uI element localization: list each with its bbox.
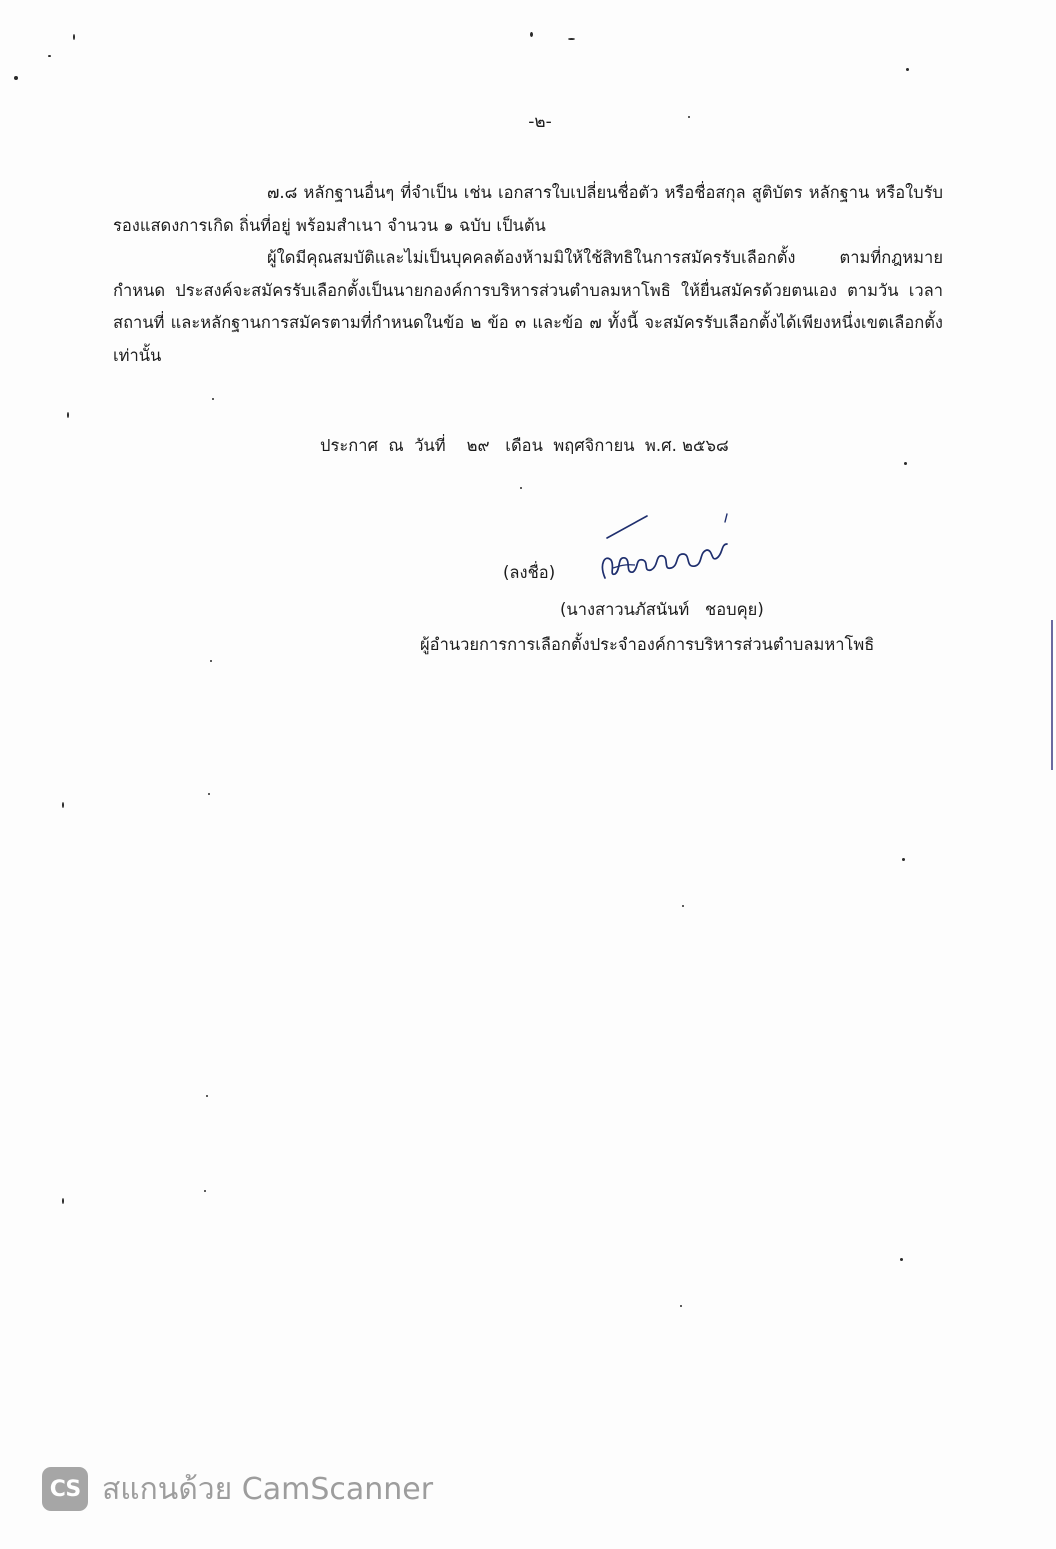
scan-speck [14,76,18,80]
scan-speck [208,793,210,795]
paragraph-eligibility: ผู้ใดมีคุณสมบัติและไม่เป็นบุคคลต้องห้ามมิให้ใช้สิทธิในการสมัครรับเลือกตั้ง ตามที่กฎหมายกำหนด ประสงค์จะสมัครรับเลือกตั้งเป็นนายกองค์การบริหารส่วนตำบลมหาโพธิ ให้ยื่นสมัครด้วยตนเอง ตามวัน เวลา สถานที่ และหลักฐานการสมัครตามที่กำหนดในข้อ ๒ ข้อ ๓ และข้อ ๗ ทั้งนี้ จะสมัครรับเลือกตั้งได้เพียงหนึ่งเขตเลือกตั้งเท่านั้น [113,248,943,365]
scan-speck [73,34,75,40]
camscanner-logo-icon: CS [42,1467,88,1511]
scan-speck [48,55,51,57]
signer-name: (นางสาวนภัสนันท์ ชอบคุย) [560,600,764,619]
scan-speck [206,1095,208,1097]
scan-speck [688,116,690,118]
camscanner-watermark [42,1466,433,1512]
scan-speck [568,38,575,40]
scan-speck [902,858,905,861]
scan-speck [212,398,214,400]
scan-speck [906,68,909,71]
scan-speck [1051,620,1053,770]
scan-speck [204,1190,206,1192]
handwritten-signature-icon [595,508,745,598]
scan-speck [520,487,522,489]
signature-label: (ลงชื่อ) [503,563,556,582]
scan-speck [680,1305,682,1307]
scan-speck [62,1198,64,1204]
signer-title: ผู้อำนวยการการเลือกตั้งประจำองค์การบริหารส่วนตำบลมหาโพธิ [420,635,875,654]
scan-speck [62,802,64,808]
scan-speck [904,462,907,465]
watermark-text: สแกนด้วย CamScanner [102,1471,434,1507]
scan-speck [900,1258,903,1261]
paragraph-evidence: ๗.๘ หลักฐานอื่นๆ ที่จำเป็น เช่น เอกสารใบเปลี่ยนชื่อตัว หรือชื่อสกุล สูติบัตร หลักฐาน หรือใบรับรองแสดงการเกิด ถิ่นที่อยู่ พร้อมสำเนา จำนวน ๑ ฉบับ เป็นต้น [113,183,943,235]
page-number: -๒- [528,112,552,132]
scan-speck [67,412,69,418]
announcement-date: ประกาศ ณ วันที่ ๒๙ เดือน พฤศจิกายน พ.ศ. ๒๕๖๘ [320,436,729,455]
scan-speck [530,32,533,37]
scan-speck [210,660,212,662]
scan-speck [682,905,684,907]
